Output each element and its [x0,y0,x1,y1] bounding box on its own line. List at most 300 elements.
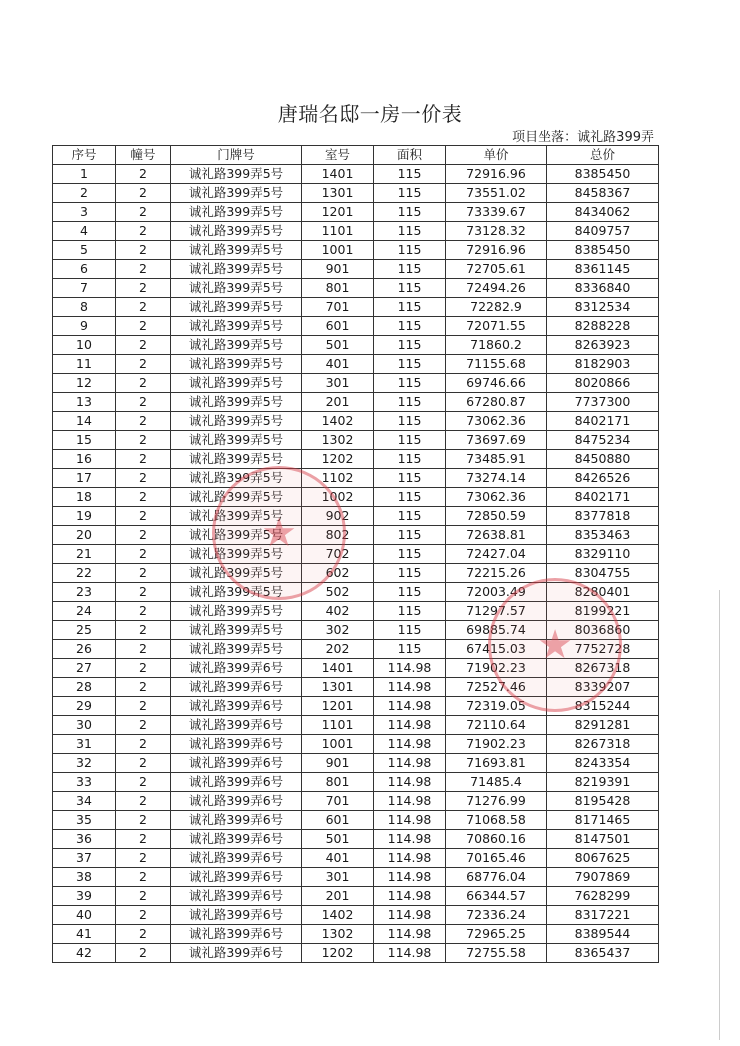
official-seal [488,578,622,712]
cell-area: 115 [374,355,446,374]
cell-index: 31 [53,735,116,754]
table-row [53,925,659,944]
cell-area: 115 [374,450,446,469]
cell-building: 2 [116,336,171,355]
cell-room: 601 [302,317,374,336]
cell-door-number: 诚礼路399弄6号 [171,659,302,678]
cell-unit-price: 72110.64 [446,716,547,735]
cell-building: 2 [116,697,171,716]
cell-unit-price: 67280.87 [446,393,547,412]
cell-room: 1302 [302,431,374,450]
cell-door-number: 诚礼路399弄5号 [171,298,302,317]
cell-index: 26 [53,640,116,659]
cell-building: 2 [116,545,171,564]
cell-index: 10 [53,336,116,355]
cell-room: 1401 [302,659,374,678]
table-row [53,526,659,545]
cell-building: 2 [116,431,171,450]
cell-unit-price: 72003.49 [446,583,547,602]
table-row [53,887,659,906]
cell-unit-price: 72916.96 [446,241,547,260]
cell-total-price: 8365437 [547,944,659,963]
cell-door-number: 诚礼路399弄5号 [171,564,302,583]
cell-building: 2 [116,203,171,222]
table-row [53,488,659,507]
cell-building: 2 [116,678,171,697]
cell-room: 901 [302,260,374,279]
cell-total-price: 8315244 [547,697,659,716]
cell-building: 2 [116,735,171,754]
cell-index: 40 [53,906,116,925]
cell-unit-price: 72705.61 [446,260,547,279]
cell-total-price: 8182903 [547,355,659,374]
cell-total-price: 8036860 [547,621,659,640]
cell-total-price: 8353463 [547,526,659,545]
cell-total-price: 8402171 [547,412,659,431]
cell-total-price: 8426526 [547,469,659,488]
cell-unit-price: 72215.26 [446,564,547,583]
header-room: 室号 [302,146,374,165]
cell-total-price: 7737300 [547,393,659,412]
cell-area: 115 [374,222,446,241]
table-header-row [53,146,659,165]
cell-index: 22 [53,564,116,583]
cell-door-number: 诚礼路399弄5号 [171,241,302,260]
cell-door-number: 诚礼路399弄5号 [171,393,302,412]
cell-building: 2 [116,811,171,830]
table-row [53,792,659,811]
table-row [53,184,659,203]
table-row [53,868,659,887]
cell-building: 2 [116,241,171,260]
cell-total-price: 8339207 [547,678,659,697]
table-row [53,203,659,222]
cell-room: 702 [302,545,374,564]
table-row [53,830,659,849]
cell-building: 2 [116,412,171,431]
cell-index: 7 [53,279,116,298]
cell-unit-price: 73274.14 [446,469,547,488]
cell-building: 2 [116,716,171,735]
cell-total-price: 8199221 [547,602,659,621]
cell-door-number: 诚礼路399弄5号 [171,165,302,184]
cell-door-number: 诚礼路399弄5号 [171,621,302,640]
cell-unit-price: 73551.02 [446,184,547,203]
cell-door-number: 诚礼路399弄5号 [171,260,302,279]
cell-unit-price: 72638.81 [446,526,547,545]
cell-index: 32 [53,754,116,773]
cell-room: 502 [302,583,374,602]
cell-index: 25 [53,621,116,640]
cell-unit-price: 71860.2 [446,336,547,355]
cell-unit-price: 72319.05 [446,697,547,716]
cell-area: 115 [374,203,446,222]
header-area: 面积 [374,146,446,165]
cell-area: 115 [374,564,446,583]
cell-area: 114.98 [374,925,446,944]
cell-room: 1301 [302,678,374,697]
cell-area: 115 [374,298,446,317]
cell-door-number: 诚礼路399弄5号 [171,583,302,602]
cell-room: 201 [302,393,374,412]
cell-area: 115 [374,488,446,507]
cell-index: 38 [53,868,116,887]
cell-room: 1402 [302,412,374,431]
cell-door-number: 诚礼路399弄5号 [171,488,302,507]
cell-area: 115 [374,583,446,602]
official-seal [212,466,346,600]
cell-room: 301 [302,374,374,393]
cell-building: 2 [116,374,171,393]
cell-room: 1402 [302,906,374,925]
cell-unit-price: 72494.26 [446,279,547,298]
cell-building: 2 [116,773,171,792]
cell-index: 11 [53,355,116,374]
cell-unit-price: 71902.23 [446,659,547,678]
cell-area: 115 [374,374,446,393]
cell-room: 201 [302,887,374,906]
cell-room: 1302 [302,925,374,944]
cell-building: 2 [116,507,171,526]
cell-index: 29 [53,697,116,716]
cell-index: 12 [53,374,116,393]
cell-door-number: 诚礼路399弄6号 [171,811,302,830]
table-row [53,374,659,393]
cell-index: 21 [53,545,116,564]
cell-area: 115 [374,621,446,640]
cell-building: 2 [116,393,171,412]
cell-index: 39 [53,887,116,906]
cell-area: 115 [374,184,446,203]
cell-building: 2 [116,222,171,241]
price-table [52,145,659,963]
cell-building: 2 [116,849,171,868]
table-row [53,849,659,868]
cell-door-number: 诚礼路399弄6号 [171,830,302,849]
table-row [53,298,659,317]
cell-door-number: 诚礼路399弄6号 [171,792,302,811]
cell-building: 2 [116,944,171,963]
cell-area: 114.98 [374,697,446,716]
seal-star-icon: ★ [537,622,573,668]
cell-area: 115 [374,526,446,545]
cell-door-number: 诚礼路399弄5号 [171,545,302,564]
cell-area: 114.98 [374,754,446,773]
cell-unit-price: 71155.68 [446,355,547,374]
cell-area: 115 [374,336,446,355]
cell-room: 701 [302,792,374,811]
cell-room: 802 [302,526,374,545]
cell-room: 1201 [302,203,374,222]
cell-unit-price: 72965.25 [446,925,547,944]
cell-area: 114.98 [374,849,446,868]
cell-door-number: 诚礼路399弄5号 [171,526,302,545]
table-body [53,165,659,963]
cell-total-price: 7907869 [547,868,659,887]
cell-room: 1202 [302,450,374,469]
cell-door-number: 诚礼路399弄5号 [171,602,302,621]
cell-door-number: 诚礼路399弄5号 [171,336,302,355]
cell-total-price: 8243354 [547,754,659,773]
cell-total-price: 8377818 [547,507,659,526]
cell-area: 115 [374,545,446,564]
cell-room: 202 [302,640,374,659]
cell-total-price: 8147501 [547,830,659,849]
cell-room: 601 [302,811,374,830]
table-row [53,545,659,564]
cell-index: 41 [53,925,116,944]
cell-total-price: 8267318 [547,659,659,678]
cell-total-price: 8067625 [547,849,659,868]
cell-area: 115 [374,412,446,431]
cell-area: 115 [374,431,446,450]
cell-area: 115 [374,393,446,412]
cell-door-number: 诚礼路399弄5号 [171,279,302,298]
cell-total-price: 8317221 [547,906,659,925]
cell-index: 37 [53,849,116,868]
cell-total-price: 8291281 [547,716,659,735]
cell-index: 9 [53,317,116,336]
cell-index: 4 [53,222,116,241]
cell-building: 2 [116,925,171,944]
cell-door-number: 诚礼路399弄6号 [171,887,302,906]
cell-door-number: 诚礼路399弄5号 [171,507,302,526]
table-row [53,165,659,184]
project-location: 项目坐落：诚礼路399弄 [512,130,654,145]
cell-index: 5 [53,241,116,260]
cell-door-number: 诚礼路399弄6号 [171,773,302,792]
cell-door-number: 诚礼路399弄5号 [171,412,302,431]
cell-room: 1001 [302,241,374,260]
cell-area: 115 [374,165,446,184]
cell-area: 115 [374,317,446,336]
cell-building: 2 [116,260,171,279]
cell-unit-price: 72336.24 [446,906,547,925]
cell-building: 2 [116,792,171,811]
cell-unit-price: 72071.55 [446,317,547,336]
cell-unit-price: 72282.9 [446,298,547,317]
cell-door-number: 诚礼路399弄6号 [171,697,302,716]
table-row [53,735,659,754]
seal-star-icon: ★ [261,510,297,556]
cell-building: 2 [116,868,171,887]
cell-index: 16 [53,450,116,469]
table-row [53,260,659,279]
cell-unit-price: 70860.16 [446,830,547,849]
cell-area: 114.98 [374,944,446,963]
cell-total-price: 8267318 [547,735,659,754]
cell-room: 501 [302,336,374,355]
cell-area: 114.98 [374,811,446,830]
cell-door-number: 诚礼路399弄6号 [171,944,302,963]
cell-area: 114.98 [374,678,446,697]
cell-room: 801 [302,773,374,792]
cell-door-number: 诚礼路399弄5号 [171,469,302,488]
cell-total-price: 8409757 [547,222,659,241]
cell-door-number: 诚礼路399弄6号 [171,716,302,735]
cell-door-number: 诚礼路399弄5号 [171,317,302,336]
cell-room: 1301 [302,184,374,203]
cell-total-price: 8402171 [547,488,659,507]
cell-door-number: 诚礼路399弄6号 [171,735,302,754]
table-row [53,906,659,925]
cell-total-price: 8385450 [547,165,659,184]
cell-door-number: 诚礼路399弄6号 [171,678,302,697]
cell-room: 602 [302,564,374,583]
cell-area: 114.98 [374,887,446,906]
cell-unit-price: 72427.04 [446,545,547,564]
cell-room: 1101 [302,222,374,241]
cell-index: 42 [53,944,116,963]
cell-door-number: 诚礼路399弄5号 [171,203,302,222]
cell-total-price: 8280401 [547,583,659,602]
cell-door-number: 诚礼路399弄6号 [171,849,302,868]
cell-total-price: 7628299 [547,887,659,906]
header-total-price: 总价 [547,146,659,165]
table-row [53,279,659,298]
table-row [53,507,659,526]
cell-door-number: 诚礼路399弄6号 [171,906,302,925]
cell-total-price: 8450880 [547,450,659,469]
cell-index: 33 [53,773,116,792]
cell-index: 13 [53,393,116,412]
table-row [53,716,659,735]
cell-unit-price: 68776.04 [446,868,547,887]
table-row [53,811,659,830]
cell-total-price: 8312534 [547,298,659,317]
cell-area: 114.98 [374,659,446,678]
cell-index: 28 [53,678,116,697]
table-row [53,754,659,773]
table-row [53,469,659,488]
cell-index: 36 [53,830,116,849]
header-door-number: 门牌号 [171,146,302,165]
cell-building: 2 [116,184,171,203]
cell-index: 30 [53,716,116,735]
cell-unit-price: 73339.67 [446,203,547,222]
table-row [53,241,659,260]
cell-total-price: 8389544 [547,925,659,944]
table-row [53,412,659,431]
cell-room: 1102 [302,469,374,488]
cell-total-price: 8329110 [547,545,659,564]
cell-room: 402 [302,602,374,621]
table-row [53,431,659,450]
cell-unit-price: 73485.91 [446,450,547,469]
cell-building: 2 [116,621,171,640]
cell-building: 2 [116,317,171,336]
cell-unit-price: 73062.36 [446,412,547,431]
header-building: 幢号 [116,146,171,165]
cell-room: 1101 [302,716,374,735]
cell-building: 2 [116,450,171,469]
table-row [53,944,659,963]
cell-area: 114.98 [374,735,446,754]
cell-total-price: 8458367 [547,184,659,203]
cell-total-price: 8288228 [547,317,659,336]
cell-index: 24 [53,602,116,621]
cell-unit-price: 72755.58 [446,944,547,963]
cell-index: 18 [53,488,116,507]
cell-door-number: 诚礼路399弄5号 [171,355,302,374]
cell-total-price: 8475234 [547,431,659,450]
cell-unit-price: 71693.81 [446,754,547,773]
page-title: 唐瑞名邸一房一价表 [277,102,463,126]
cell-building: 2 [116,298,171,317]
cell-unit-price: 72850.59 [446,507,547,526]
cell-unit-price: 71297.57 [446,602,547,621]
cell-total-price: 8434062 [547,203,659,222]
cell-unit-price: 71902.23 [446,735,547,754]
cell-unit-price: 69746.66 [446,374,547,393]
cell-door-number: 诚礼路399弄6号 [171,754,302,773]
cell-area: 114.98 [374,716,446,735]
cell-area: 114.98 [374,792,446,811]
cell-area: 114.98 [374,830,446,849]
cell-area: 115 [374,241,446,260]
cell-room: 701 [302,298,374,317]
cell-index: 3 [53,203,116,222]
cell-room: 901 [302,754,374,773]
header-index: 序号 [53,146,116,165]
cell-total-price: 7752728 [547,640,659,659]
table-row [53,222,659,241]
cell-total-price: 8020866 [547,374,659,393]
cell-area: 114.98 [374,906,446,925]
cell-building: 2 [116,830,171,849]
cell-total-price: 8195428 [547,792,659,811]
cell-unit-price: 71068.58 [446,811,547,830]
cell-door-number: 诚礼路399弄6号 [171,925,302,944]
cell-unit-price: 67415.03 [446,640,547,659]
cell-room: 302 [302,621,374,640]
cell-area: 114.98 [374,868,446,887]
cell-index: 35 [53,811,116,830]
cell-building: 2 [116,754,171,773]
table-row [53,317,659,336]
cell-building: 2 [116,659,171,678]
cell-total-price: 8219391 [547,773,659,792]
cell-room: 501 [302,830,374,849]
cell-unit-price: 70165.46 [446,849,547,868]
cell-building: 2 [116,526,171,545]
cell-building: 2 [116,469,171,488]
cell-unit-price: 69885.74 [446,621,547,640]
cell-area: 115 [374,640,446,659]
cell-area: 115 [374,507,446,526]
cell-building: 2 [116,583,171,602]
cell-door-number: 诚礼路399弄5号 [171,640,302,659]
cell-index: 1 [53,165,116,184]
cell-building: 2 [116,906,171,925]
cell-index: 6 [53,260,116,279]
cell-building: 2 [116,165,171,184]
cell-unit-price: 73062.36 [446,488,547,507]
cell-index: 19 [53,507,116,526]
table-row [53,773,659,792]
cell-room: 1401 [302,165,374,184]
cell-room: 1201 [302,697,374,716]
table-row [53,336,659,355]
cell-area: 115 [374,469,446,488]
cell-door-number: 诚礼路399弄5号 [171,431,302,450]
cell-unit-price: 71276.99 [446,792,547,811]
cell-door-number: 诚礼路399弄5号 [171,184,302,203]
table-row [53,355,659,374]
cell-index: 8 [53,298,116,317]
cell-total-price: 8336840 [547,279,659,298]
cell-building: 2 [116,887,171,906]
